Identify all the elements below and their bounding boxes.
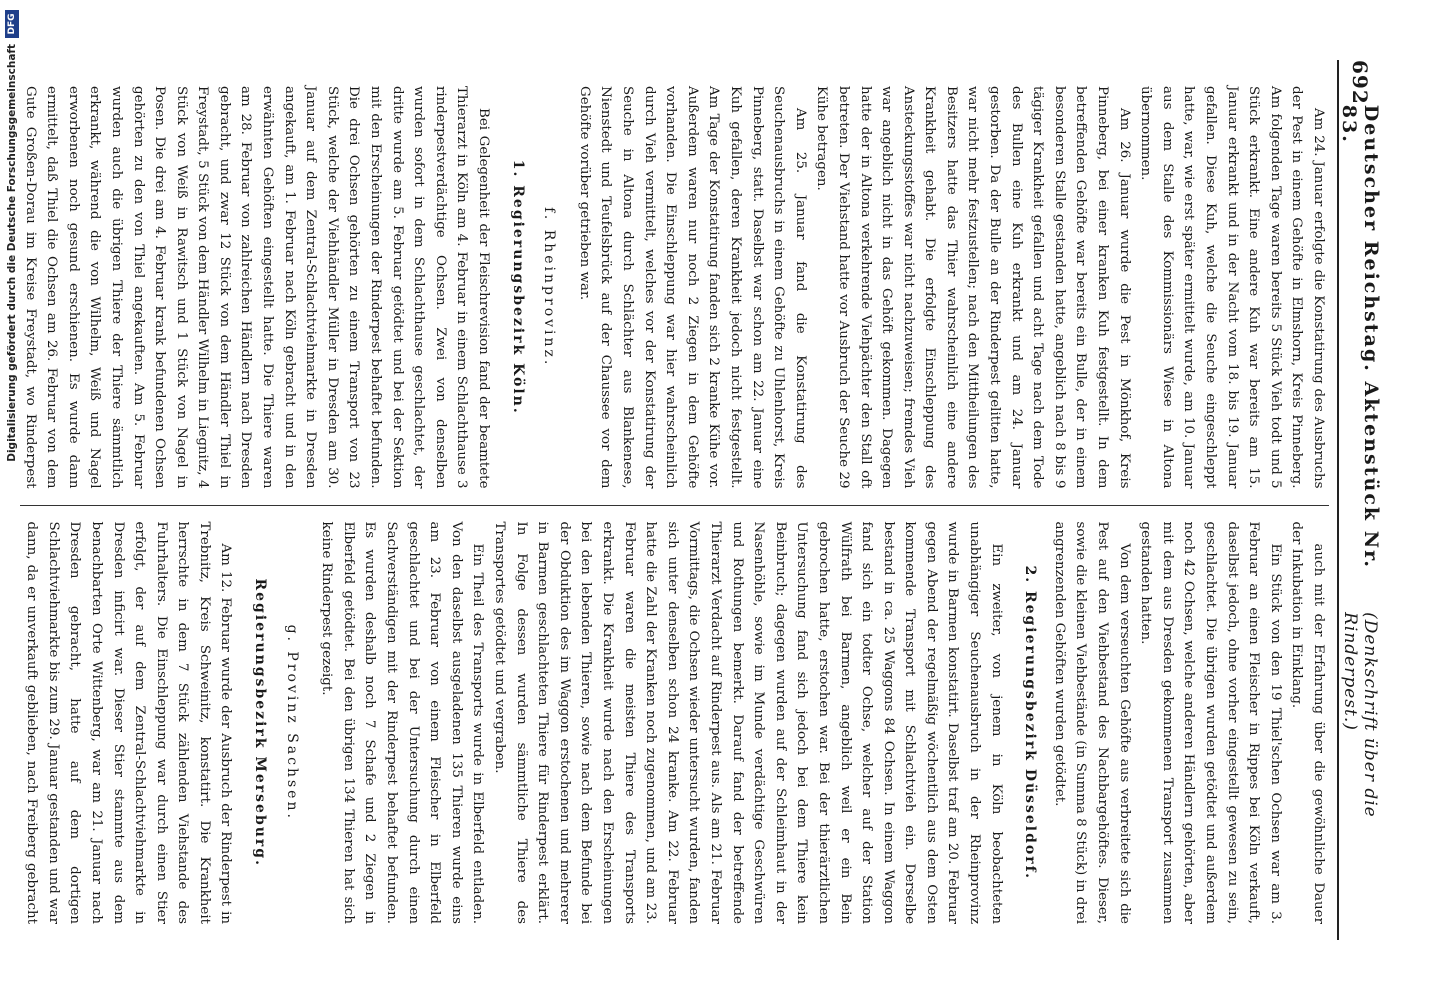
section-heading: f. Rheinprovinz. — [541, 207, 558, 368]
left-column — [20, 70, 1329, 506]
header-subtitle: (Denkschrift über die Rinderpest.) — [1340, 612, 1380, 818]
credit-text: Digitalisierung gefördert durch die Deutsche Forschungsgemeinschaft — [6, 44, 18, 462]
sub-heading: 1. Regierungsbezirk Köln. — [509, 159, 526, 415]
header-title: Deutscher Reichstag. Aktenstück Nr. 83. — [1338, 104, 1382, 569]
paragraph: Am 12. Februar wurde der Ausbruch der Rinderpest in Trebnitz, Kreis Schweinitz, konstatirt. Die Krankheit herrschte in dem 7 Stück zählenden Viehstande des Fuhrhalters. Die Einschleppung war durch einen Stier erfolgt, der auf dem Zentral-Schlachtviehmarkte in Dresden inficirt war. Dieser Stier stammte aus dem benachbarten Orte Wittenberg, war am 21. Januar nach Dresden gebracht, hatte auf dem dortigen Schlachtviehmarkte bis zum 29. Januar gestanden und war dann, da er unverkauft geblieben, nach Freiberg gebracht — [24, 521, 234, 924]
paragraph: Am 26. Januar wurde die Pest in Mönkhof, Kreis Pinneberg, bei einer kranken Kuh festgestellt. In dem betreffenden Gehöfte war bereits ein Bulle, der in einem besonderen Stalle gestanden hatte, angeblich nach 8 bis 9 tägiger Krankheit gefallen und acht Tage nach dem Tode des Bullen eine Kuh erkrankt und am 24. Januar gestorben. Da der Bulle an der Rinderpest gelitten hatte, war nicht mehr festzustellen; nach den Mittheilungen des Besitzers hatte das Thier wahrscheinlich eine andere Krankheit gehabt. Die erfolgte Einschleppung des Ansteckungsstoffes war nicht nachzuweisen; fremdes Vieh war angeblich nicht in das Gehöft gekommen. Dagegen hatte der in Altona verkehrende Viehpächter den Stall oft betreten. Der Viehstand hatte vor Ausbruch der Seuche 29 Kühe betragen. — [814, 86, 1132, 489]
paragraph: Ein zweiter, von jenem in Köln beobachteten unabhängiger Seuchenausbruch in der Rheinprovinz wurde in Barmen konstatirt. Daselbst traf am 20. Februar gegen Abend der regelmäßig wöchentlich aus dem Osten kommende Transport mit Schlachtvieh ein. Derselbe bestand in ca. 25 Waggons 84 Ochsen. In einem Waggon fand sich ein todter Ochse, welcher auf der Station Wülfrath bei Barmen, angeblich weil er ein Bein gebrochen hatte, erstochen war. Bei der thierärztlichen Untersuchung fand sich jedoch bei dem Thiere kein Beinbruch; dagegen wurden auf der Schleimhaut in der Nasenhöhle, sowie im Munde verdächtige Geschwüren und Rothungen bemerkt. Darauf fand der betreffende Thierarzt Verdacht auf Rinderpest aus. Als am 21. Februar Vormittags, die Ochsen wieder untersucht wurden, fanden sich unter denselben schon 24 kranke. Am 22. Februar hatte die Zahl der Kranken noch zugenommen, und am 23. Februar waren die meisten Thiere des Transports erkrankt. Die Krankheit wurde nach den Erscheinungen bei den lebenden Thieren, sowie nach dem Befunde bei der Obduktion des im Waggon erstochenen und mehrerer in Barmen geschlachteten Thiere für Rinderpest erklärt. In Folge dessen wurden sämmtliche Thiere des Transportes getödtet und vergraben. — [492, 521, 1004, 924]
sub-heading: 2. Regierungsbezirk Düsseldorf. — [1022, 565, 1039, 881]
paragraph: Von dem verseuchten Gehöfte aus verbreitete sich die Pest auf den Viehbestand des Nachbargehöftes. Dieser, sowie die kleinen Viehbestände (in Summa 8 Stück) in drei angrenzenden Gehöften wurden getödtet. — [1051, 521, 1132, 924]
paragraph: Ein Stück von den 19 Thiel'schen Ochsen war am 3. Februar an einen Fleischer in Rippes bei Köln verkauft, daselbst jedoch, ohne vorher eingestellt gewesen zu sein, geschlachtet. Die übrigen wurden getödtet und außerdem noch 42 Ochsen, welche anderen Händlern gehörten, aber mit dem aus Dresden gekommenen Transport zusammen gestanden hatten. — [1138, 521, 1283, 924]
paragraph: Bei Gelegenheit der Fleischrevision fand der beamtete Thierarzt in Köln am 4. Februar in einem Schlachthause 3 rinderpestverdächtige Ochsen. Zwei von denselben wurden sofort in dem Schlachthause geschlachtet, der dritte wurde am 5. Februar getödtet und bei der Sektion mit den Erscheinungen der Rinderpest behaftet befunden. Die drei Ochsen gehörten zu einem Transport von 23 Stück, welche der Viehhändler Müller in Dresden am 30. Januar auf dem Zentral-Schlachtviehmarkte in Dresden angekauft, am 1. Februar nach Köln gebracht und in den erwähnten Gehöften eingestellt hatte. Die Thiere waren am 28. Februar von zahlreichen Händlern nach Dresden gebracht, und zwar 12 Stück von dem Händler Thiel in Freystadt, 5 Stück von dem Händler Wilhelm in Liegnitz, 4 Stück von Weiß in Rawitsch und 1 Stück von Nagel in Posen. Die drei am 4. Februar krank befundenen Ochsen gehörten zu den von Thiel angekauften. Am 5. Februar wurden auch die übrigen Thiere der Thiere sämmtlich erkrankt, während die von Wilhelm, Weiß und Nagel erworbenen noch gesund erschienen. Es wurde dann ermittelt, daß Thiel die Ochsen am 26. Februar von dem Gute Großen-Dorau im Kreise Freystadt, wo Rinderpest — [22, 86, 492, 489]
sub-heading: Regierungsbezirk Merseburg. — [252, 578, 269, 867]
page-number: 692 — [1348, 60, 1372, 105]
paragraph: Ein Theil des Transports wurde in Elberfeld entladen. Von den daselbst ausgeladenen 135 Thieren wurde eins am 23. Februar von einem Fleischer in Elberfeld geschlachtet und bei der Untersuchung durch einen Sachverständigen mit der Rinderpest behaftet befunden. Es wurden deshalb noch 7 Schafe und 2 Ziegen in Elberfeld getödtet. Bei den übrigen 134 Thieren hat sich keine Rinderpest gezeigt. — [319, 521, 486, 924]
page-header — [1338, 60, 1382, 940]
digitization-credit — [0, 0, 24, 1000]
right-column — [20, 506, 1329, 941]
header-rule — [1337, 60, 1339, 940]
paragraph: Am 24. Januar erfolgte die Konstatirung des Ausbruchs der Pest in einem Gehöfte in Elmshorn, Kreis Pinneberg. Am folgenden Tage waren bereits 5 Stück Vieh todt und 5 Stück erkrankt. Eine andere Kuh war bereits am 15. Januar erkrankt und in der Nacht vom 18. bis 19. Januar gefallen. Diese Kuh, welche die Seuche eingeschleppt hatte, war, wie erst später ermittelt wurde, am 10. Januar aus dem Stalle des Kommissionärs Wiese in Altona übernommen. — [1138, 86, 1326, 489]
paragraph: auch mit der Erfahrung über die gewöhnliche Dauer der Inkubation in Einklang. — [1289, 521, 1326, 924]
section-heading: g. Provinz Sachsen. — [283, 624, 300, 821]
text-columns — [20, 70, 1329, 940]
dfg-logo-icon: DFG — [5, 10, 19, 38]
paragraph: Am 25. Januar fand die Konstatirung des Seuchenausbruchs in einem Gehöfte zu Uhlenhorst, Kreis Pinneberg, statt. Daselbst war schon am 22. Januar eine Kuh gefallen, deren Krankheit jedoch nicht festgestellt. Am Tage der Konstatirung fanden sich 2 kranke Kühe vor. Außerdem waren nur noch 2 Ziegen in dem Gehöfte vorhanden. Die Einschleppung war hier wahrscheinlich durch Vieh vermittelt, welches vor der Konstatirung der Seuche in Altona durch Schlächter aus Blankenese, Nienstedt und Teufelsbrück auf der Chaussee vor dem Gehöfte vorüber getrieben war. — [576, 86, 808, 489]
